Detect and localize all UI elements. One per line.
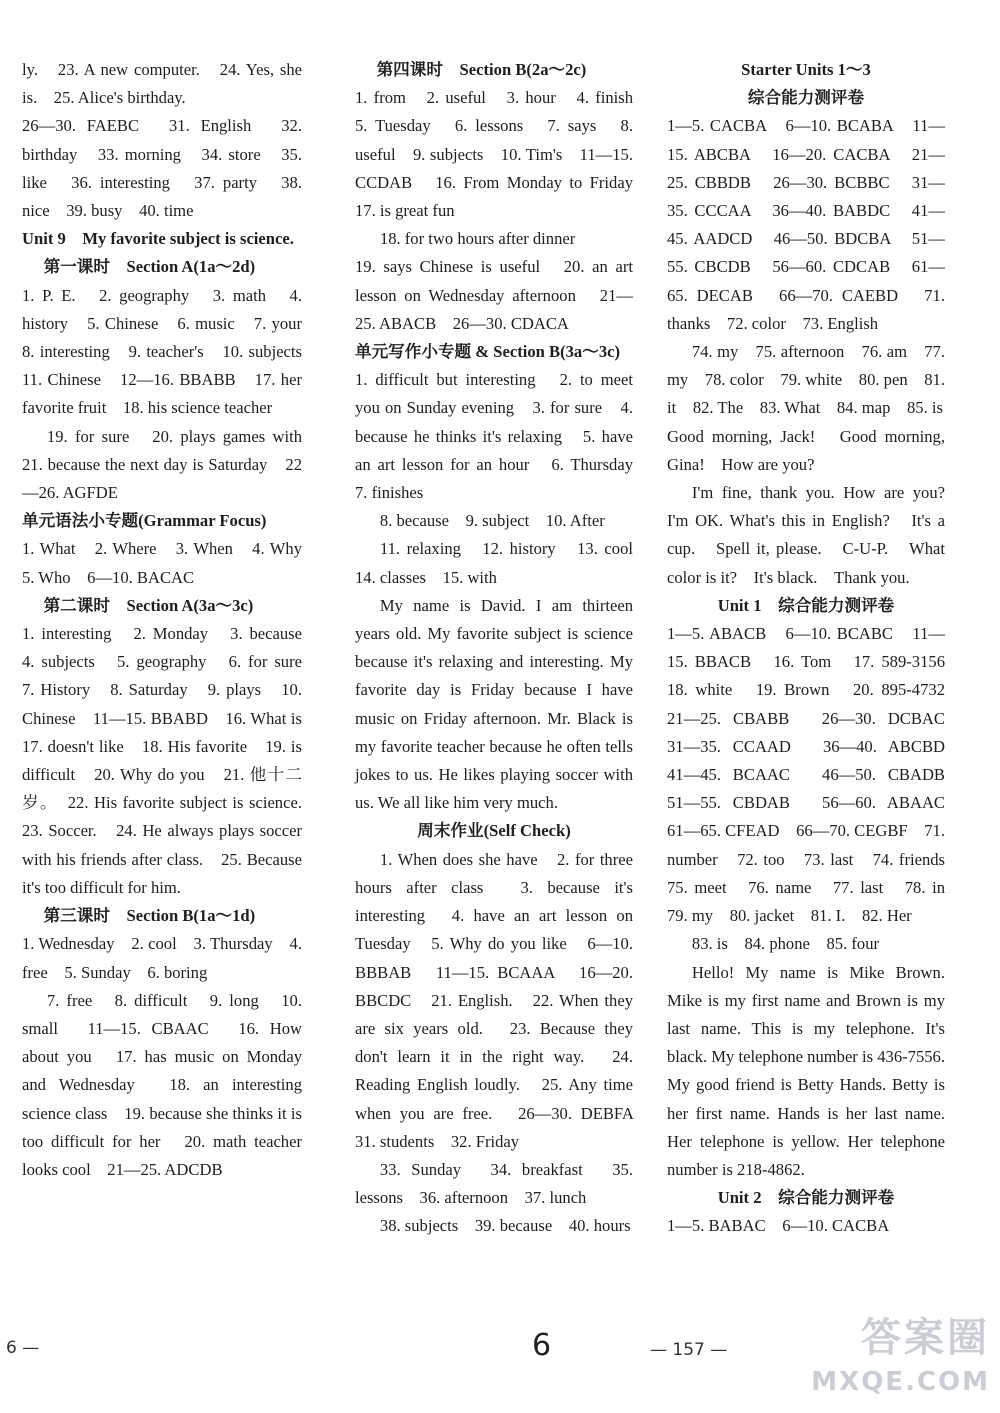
answer-paragraph: 18. for two hours after dinner — [379, 229, 576, 249]
section-heading: 综合能力测评卷 — [747, 88, 865, 108]
section-heading: 第四课时 Section B(2a～2c) — [376, 60, 587, 79]
answer-paragraph: 19. for sure 20. plays games with 21. because the next day is Saturday 22—26. AGFDE — [22, 426, 319, 503]
section-heading: Unit 1 综合能力测评卷 — [717, 595, 895, 615]
answer-column-2 — [355, 56, 650, 1241]
section-heading: 第三课时 Section B(1a～1d) — [43, 906, 256, 926]
answer-paragraph: Hello! My name is Mike Brown. Mike is my first name and Brown is my last name. This is my telephone. It's black. My telephone number is 436-7556. My good friend is Betty Hands. Betty is her first name. Hands is her last name. Her telephone is yellow. Her telephone number is 218-4862. — [667, 962, 945, 1179]
answer-paragraph: 1. When does she have 2. for three hours after class 3. because it's interesting 4. have an art lesson on Tuesday 5. Why do you like 6—10. BBBAB 11—15. BCAAA 16—20. BBCDC 21. English. 22. When they are six years old. 23. Because they don't learn it in the right way. 24. Reading English loudly. 25. Any time when you are free. 26—30. DEBFA 31. students 32. Friday — [355, 849, 650, 1151]
watermark-title: 答案圈 — [861, 1315, 990, 1361]
section-heading: 第二课时 Section A(3a～3c) — [43, 595, 254, 615]
answer-paragraph: I'm fine, thank you. How are you? I'm OK. What's this in English? It's a cup. Spell it, please. C-U-P. What color is it? It's black. Thank you. — [667, 483, 962, 587]
handwritten-mark: 6 — [532, 1328, 552, 1363]
answer-paragraph: 1—5. ABACB 6—10. BCABC 11—15. BBACB 16. Tom 17. 589-3156 18. white 19. Brown 20. 895-4732 21—25. CBABB 26—30. DCBAC 31—35. CCAAD 36—40. ABCBD 41—45. BCAAC 46—50. CBADB 51—55. CBDAB 56—60. ABAAC 61—65. CFEAD 66—70. CEGBF 71. number 72. too 73. last 74. friends 75. meet 76. name 77. last 78. in 79. my 80. jacket 81. I. 82. Her — [667, 624, 962, 926]
section-heading: 第一课时 Section A(1a～2d) — [43, 257, 256, 277]
left-page-number: 6 — — [6, 1338, 40, 1358]
answer-column-1 — [22, 56, 319, 1184]
section-heading: Unit 9 My favorite subject is science. — [22, 229, 294, 249]
answer-paragraph: 1—5. CACBA 6—10. BCABA 11—15. ABCBA 16—20. CACBA 21—25. CBBDB 26—30. BCBBC 31—35. CCCAA 36—40. BABDC 41—45. AADCD 46—50. BDCBA 51—55. CBCDB 56—60. CDCAB 61—65. DECAB 66—70. CAEBD 71. thanks 72. color 73. English — [667, 116, 945, 333]
answer-paragraph: 26—30. FAEBC 31. English 32. birthday 33. morning 34. store 35. like 36. interesting 37. party 38. nice 39. busy 40. time — [22, 116, 302, 221]
answer-paragraph: 19. says Chinese is useful 20. an art lesson on Wednesday afternoon 21—25. ABACB 26—30. CDACA — [355, 257, 633, 333]
answer-paragraph: 11. relaxing 12. history 13. cool 14. classes 15. with — [355, 539, 650, 587]
answer-paragraph: 38. subjects 39. because 40. hours — [379, 1216, 631, 1236]
answer-paragraph: My name is David. I am thirteen years old. My favorite subject is science because it's relaxing and interesting. My favorite day is Friday because I have music on Friday afternoon. Mr. Black is my favorite teacher because he often tells jokes to us. He likes playing soccer with us. We all like him very much. — [355, 595, 633, 813]
answer-paragraph: 1—5. BABAC 6—10. CACBA — [667, 1216, 890, 1236]
answer-paragraph: Good morning, Jack! Good morning, Gina! How are you? — [667, 426, 945, 474]
answer-paragraph: 74. my 75. afternoon 76. am 77. my 78. color 79. white 80. pen 81. it 82. The 83. What 84. map 85. is — [667, 342, 945, 418]
answer-paragraph: 1. Wednesday 2. cool 3. Thursday 4. free 5. Sunday 6. boring — [22, 934, 302, 982]
answer-paragraph: 8. because 9. subject 10. After — [379, 511, 605, 531]
section-heading: Starter Units 1～3 — [741, 60, 871, 79]
answer-paragraph: 7. free 8. difficult 9. long 10. small 11—15. CBAAC 16. How about you 17. has music on Monday and Wednesday 18. an interesting science class 19. because she thinks it is too difficult for her 20. math teacher looks cool 21—25. ADCDB — [22, 990, 302, 1179]
answer-paragraph: 1. difficult but interesting 2. to meet you on Sunday evening 3. for sure 4. because he thinks it's relaxing 5. have an art lesson for an hour 6. Thursday 7. finishes — [355, 370, 650, 503]
page-number: — 157 — — [650, 1340, 728, 1360]
section-heading: 周末作业(Self Check) — [417, 821, 571, 841]
answer-paragraph: ly. 23. A new computer. 24. Yes, she is. 25. Alice's birthday. — [22, 60, 302, 108]
answer-paragraph: 1. P. E. 2. geography 3. math 4. history 5. Chinese 6. music 7. your 8. interesting 9. teacher's 10. subjects 11. Chinese 12—16. BBABB 17. her favorite fruit 18. his science teacher — [22, 285, 319, 418]
watermark-url: MXQE.COM — [811, 1367, 990, 1397]
section-heading: 单元写作小专题 & Section B(3a～3c) — [355, 342, 621, 362]
section-heading: Unit 2 综合能力测评卷 — [717, 1188, 895, 1208]
answer-paragraph: 33. Sunday 34. breakfast 35. lessons 36. afternoon 37. lunch — [355, 1159, 633, 1208]
answer-paragraph: 1. What 2. Where 3. When 4. Why 5. Who 6—10. BACAC — [22, 539, 319, 587]
answer-column-3 — [667, 56, 962, 1241]
answer-paragraph: 83. is 84. phone 85. four — [691, 934, 880, 954]
section-heading: 单元语法小专题(Grammar Focus) — [22, 511, 267, 531]
answer-paragraph: 1. from 2. useful 3. hour 4. finish 5. Tuesday 6. lessons 7. says 8. useful 9. subjects 10. Tim's 11—15. CCDAB 16. From Monday to Friday 17. is great fun — [355, 88, 650, 221]
answer-paragraph: 1. interesting 2. Monday 3. because 4. subjects 5. geography 6. for sure 7. History 8. Saturday 9. plays 10. Chinese 11—15. BBABD 16. What is 17. doesn't like 18. His favorite 19. is difficult 20. Why do you 21. 他十二岁。 22. His favorite subject is science. 23. Soccer. 24. He always plays soccer with his friends after class. 25. Because it's too difficult for him. — [22, 624, 319, 897]
watermark-logo — [790, 1312, 990, 1410]
